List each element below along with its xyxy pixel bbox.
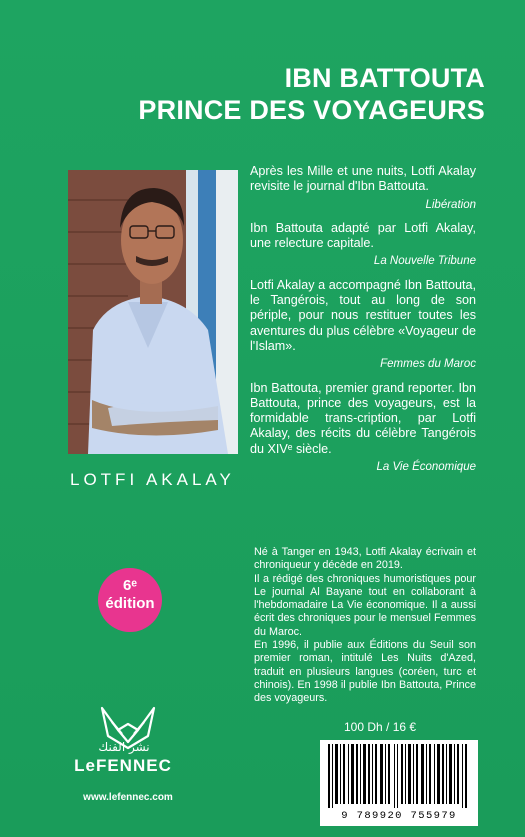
review-source: La Vie Économique (376, 461, 476, 474)
edition-number: 6ᵉ (123, 577, 137, 594)
author-biography (254, 546, 476, 706)
review-item (250, 278, 476, 373)
title-line-1: IBN BATTOUTA (284, 63, 485, 93)
title-line-2: PRINCE DES VOYAGEURS (138, 95, 485, 125)
author-name: LOTFI AKALAY (70, 470, 235, 489)
edition-label: édition (105, 595, 155, 612)
bio-paragraph: En 1996, il publie aux Éditions du Seuil son premier roman, intitulé Les Nuits d'Azed, traduit en plusieurs langues (coréen, turc et chinois). En 1998 il publie Ibn Battouta, Prince des voyageurs. (254, 639, 476, 705)
author-photo (68, 170, 238, 454)
review-text: Ibn Battouta, premier grand reporter. Ibn Battouta, prince des voyageurs, est la formidable trans-cription, par Lotfi Akalay, des récits du célèbre Tangérois du XIVᵉ siècle. (250, 380, 476, 456)
review-source: La Nouvelle Tribune (373, 255, 476, 268)
book-title (138, 62, 485, 126)
review-source: Libération (425, 198, 476, 211)
review-item (250, 164, 476, 213)
review-source: Femmes du Maroc (380, 358, 476, 371)
bio-paragraph: Né à Tanger en 1943, Lotfi Akalay écrivain et chroniqueur y décède en 2019. (254, 546, 476, 572)
review-text: Après les Mille et une nuits, Lotfi Akalay revisite le journal d'Ibn Battouta. (250, 164, 476, 194)
publisher-name: LeFENNEC (74, 756, 172, 775)
publisher-arabic-name: نشر الفنك (98, 740, 150, 754)
review-item (250, 381, 476, 476)
review-text: Lotfi Akalay a accompagné Ibn Battouta, le Tangérois, tout au long de son périple, pour nous restituer toutes les aventures du plus célèbre «Voyageur de l'Islam». (250, 277, 476, 353)
barcode-bars-icon (326, 744, 472, 808)
author-portrait-illustration (68, 170, 238, 454)
press-reviews (250, 164, 476, 483)
publisher-website: www.lefennec.com (83, 792, 173, 803)
price-label: 100 Dh / 16 € (344, 720, 417, 734)
review-text: Ibn Battouta adapté par Lotfi Akalay, une relecture capitale. (250, 220, 476, 251)
isbn-number: 9 789920 755979 (341, 810, 457, 822)
isbn-barcode (320, 740, 478, 826)
review-item (250, 221, 476, 270)
edition-badge (98, 568, 162, 632)
bio-paragraph: Il a rédigé des chroniques humoristiques pour Le journal Al Bayane tout en collaborant à l'hebdomadaire La Vie économique. Il a aussi écrit des chroniques pour le mensuel Femmes du Maroc. (254, 572, 476, 638)
